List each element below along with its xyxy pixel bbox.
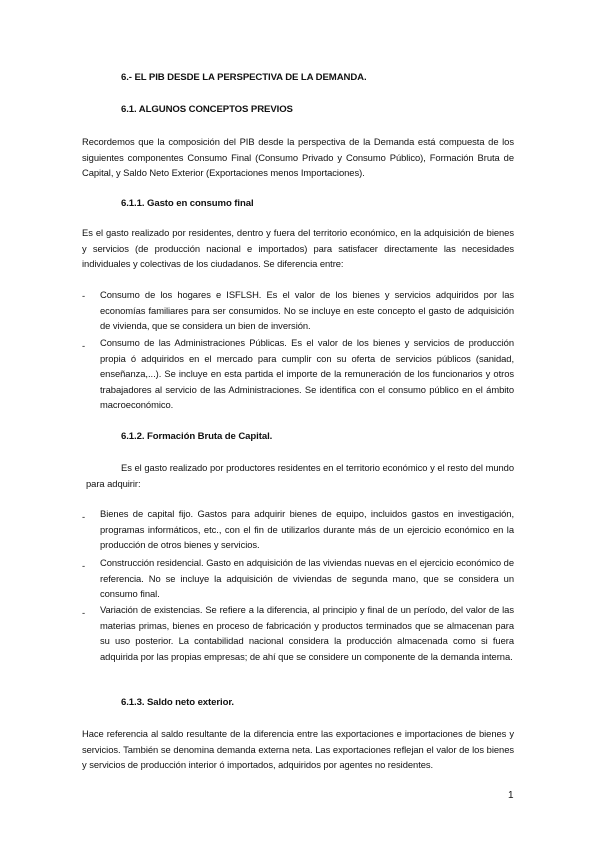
list-item-capital-fijo: Bienes de capital fijo. Gastos para adquirir bienes de equipo, incluidos gastos en investigación, programas informáticos, etc., con el fin de utilizarlos durante más de un ejercicio económico en la producción de otros bienes y servicios.: [100, 508, 514, 551]
list-bullet: -: [82, 560, 86, 571]
intro-paragraph: Recordemos que la composición del PIB desde la perspectiva de la Demanda está compuesta de los siguientes componentes Consumo Final (Consumo Privado y Consumo Público), Formación Bruta de Capital, y Saldo Neto Exterior (Exportaciones menos Importaciones).: [82, 136, 514, 179]
paragraph-saldo-neto: Hace referencia al saldo resultante de la diferencia entre las exportaciones e importaciones de bienes y servicios. También se denomina demanda externa neta. Las exportaciones reflejan el valor de los bienes y servicios de producción interior ó importados, adquiridos por agentes no residentes.: [82, 728, 514, 771]
page-number: 1: [508, 790, 514, 801]
paragraph-consumo-final: Es el gasto realizado por residentes, dentro y fuera del territorio económico, en la adquisición de bienes y servicios (de producción nacional e importados) para satisfacer directamente las necesidades individuales y colectivas de los ciudadanos. Se diferencia entre:: [82, 227, 514, 270]
list-item-variacion-existencias: Variación de existencias. Se refiere a la diferencia, al principio y final de un período, del valor de las materias primas, bienes en proceso de fabricación y productos terminados que se almacenan para su uso posterior. La contabilidad nacional considera la producción almacenada como si fuera adquirida por las propias empresas; de ahí que se considere un componente de la demanda interna.: [100, 604, 514, 662]
list-item-consumo-hogares: Consumo de los hogares e ISFLSH. Es el valor de los bienes y servicios adquiridos por las economías familiares para ser consumidos. No se incluye en este concepto el gasto de adquisición de vivienda, que se considera un bien de inversión.: [100, 289, 514, 332]
list-bullet: -: [82, 607, 86, 618]
subsection-title-6-1-1: 6.1.1. Gasto en consumo final: [121, 198, 254, 209]
subsection-title-6-1-2: 6.1.2. Formación Bruta de Capital.: [121, 431, 273, 442]
section-title: 6.- EL PIB DESDE LA PERSPECTIVA DE LA DEMANDA.: [121, 72, 367, 83]
list-bullet: -: [82, 340, 86, 351]
list-item-consumo-administraciones: Consumo de las Administraciones Públicas. Es el valor de los bienes y servicios de producción propia ó adquiridos en el mercado para cumplir con su oferta de servicios públicos (sanidad, enseñanza,...). Se incluye en esta partida el importe de la remuneración de los funcionarios y otros trabajadores al servicio de las Administraciones. Se identifica con el consumo público en el ámbito macroeconómico.: [100, 337, 514, 411]
list-bullet: -: [82, 290, 86, 301]
paragraph-formacion-bruta: Es el gasto realizado por productores residentes en el territorio económico y el resto del mundo para adquirir:: [86, 462, 514, 489]
subsection-title-6-1: 6.1. ALGUNOS CONCEPTOS PREVIOS: [121, 104, 293, 115]
list-bullet: -: [82, 511, 86, 522]
subsection-title-6-1-3: 6.1.3. Saldo neto exterior.: [121, 697, 235, 708]
list-item-construccion-residencial: Construcción residencial. Gasto en adquisición de las viviendas nuevas en el ejercicio económico de referencia. No se incluye la adquisición de viviendas de segunda mano, que se considera un consumo final.: [100, 557, 514, 600]
